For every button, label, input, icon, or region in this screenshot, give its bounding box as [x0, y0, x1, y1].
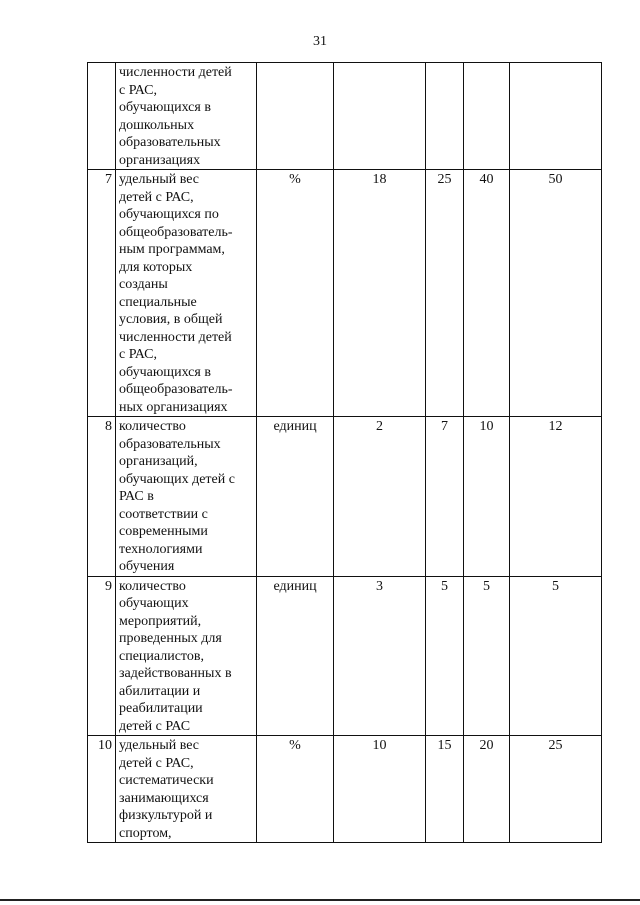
description-line: общеобразователь-: [119, 382, 233, 397]
description-line: обучающихся в: [119, 100, 211, 115]
value-cell: 5: [426, 576, 464, 736]
value-cell: 15: [426, 736, 464, 843]
description-line: проведенных для: [119, 631, 222, 646]
description-line: спортом,: [119, 825, 172, 841]
value-cell: 3: [334, 576, 426, 736]
description-line: удельный вес: [119, 738, 200, 753]
description-line: детей с РАС: [119, 718, 191, 734]
description-line: созданы: [119, 277, 168, 292]
description-cell: [116, 417, 257, 577]
description-line: реабилитации: [119, 701, 203, 716]
value-cell: 25: [426, 170, 464, 417]
row-number-cell: 9: [88, 576, 116, 736]
description-cell: [116, 63, 257, 170]
table-row: [88, 576, 602, 736]
value-cell: 20: [464, 736, 510, 843]
value-cell: 10: [334, 736, 426, 843]
description-line: количество: [119, 578, 186, 594]
value-cell: [464, 63, 510, 170]
table-row: [88, 63, 602, 170]
unit-cell: единиц: [257, 417, 334, 577]
unit-cell: %: [257, 736, 334, 843]
description-line: специальные: [119, 294, 197, 310]
value-cell: 5: [464, 576, 510, 736]
description-line: численности детей: [119, 65, 232, 80]
page-number: 31: [313, 34, 327, 49]
description-line: обучающихся по: [119, 207, 219, 222]
description-line: физкультурой и: [119, 808, 213, 823]
description-line: абилитации и: [119, 683, 201, 699]
table-row: [88, 417, 602, 577]
description-line: обучающихся в: [119, 364, 211, 380]
description-line: для которых: [119, 259, 193, 275]
unit-cell: [257, 63, 334, 170]
value-cell: 50: [510, 170, 602, 417]
description-line: обучающих детей с: [119, 471, 235, 487]
description-cell: [116, 576, 257, 736]
value-cell: [334, 63, 426, 170]
value-cell: 40: [464, 170, 510, 417]
value-cell: 5: [510, 576, 602, 736]
description-line: технологиями: [119, 541, 203, 557]
row-number-cell: 7: [88, 170, 116, 417]
description-line: с РАС,: [119, 82, 157, 98]
value-cell: 25: [510, 736, 602, 843]
description-line: современными: [119, 524, 208, 539]
description-line: обучения: [119, 559, 175, 574]
table-row: [88, 170, 602, 417]
row-number-cell: 8: [88, 417, 116, 577]
description-line: занимающихся: [119, 790, 209, 806]
value-cell: 12: [510, 417, 602, 577]
unit-cell: единиц: [257, 576, 334, 736]
description-line: образовательных: [119, 436, 221, 452]
description-line: образовательных: [119, 135, 221, 150]
description-line: организациях: [119, 152, 201, 168]
description-line: детей с РАС,: [119, 755, 194, 771]
indicator-table: [87, 62, 602, 843]
description-line: систематически: [119, 773, 214, 788]
description-line: специалистов,: [119, 648, 204, 664]
description-line: ных организациях: [119, 399, 228, 415]
table-row: [88, 736, 602, 843]
value-cell: 2: [334, 417, 426, 577]
value-cell: [426, 63, 464, 170]
scan-edge-line: [0, 899, 640, 901]
description-line: РАС в: [119, 489, 154, 504]
description-line: детей с РАС,: [119, 189, 194, 205]
description-line: количество: [119, 419, 186, 434]
description-line: соответствии с: [119, 506, 208, 522]
description-line: мероприятий,: [119, 613, 202, 629]
value-cell: [510, 63, 602, 170]
row-number-cell: [88, 63, 116, 170]
description-line: организаций,: [119, 454, 198, 469]
value-cell: 18: [334, 170, 426, 417]
description-line: ным программам,: [119, 242, 225, 257]
description-cell: [116, 170, 257, 417]
description-line: дошкольных: [119, 117, 195, 133]
description-cell: [116, 736, 257, 843]
description-line: задействованных в: [119, 666, 232, 681]
description-line: общеобразователь-: [119, 224, 233, 240]
description-line: условия, в общей: [119, 312, 223, 327]
description-line: с РАС,: [119, 347, 157, 362]
row-number-cell: 10: [88, 736, 116, 843]
value-cell: 10: [464, 417, 510, 577]
unit-cell: %: [257, 170, 334, 417]
description-line: удельный вес: [119, 172, 200, 187]
description-line: обучающих: [119, 596, 189, 611]
description-line: численности детей: [119, 329, 232, 345]
value-cell: 7: [426, 417, 464, 577]
